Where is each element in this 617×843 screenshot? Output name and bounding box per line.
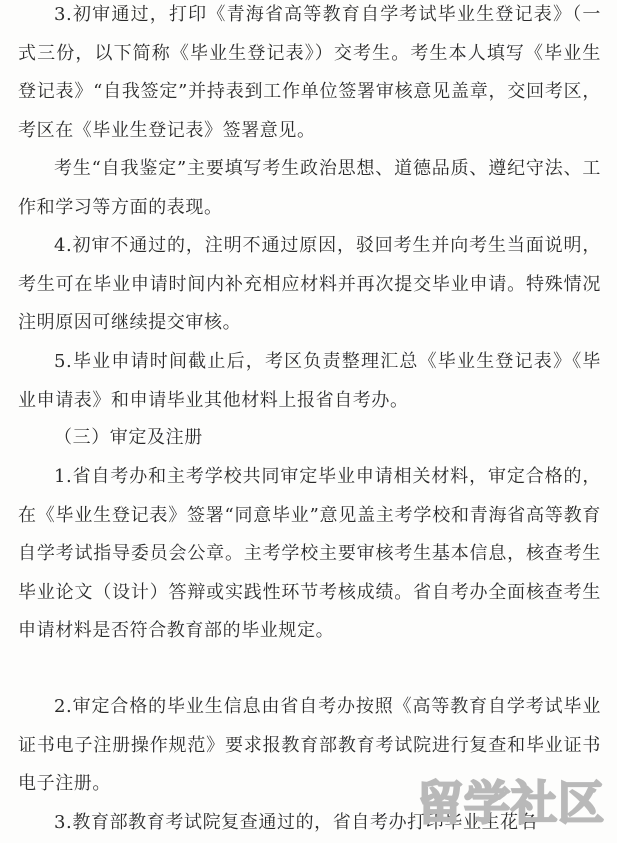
paragraph-joint-approval: 1.省自考办和主考学校共同审定毕业申请相关材料，审定合格的，在《毕业生登记表》签署“同意毕业”意见盖主考学校和青海省高等教育自学考试指导委员会公章。主考学校主要审核考生基本信息，核查考生毕业论文（设计）答辩或实践性环节考核成绩。省自考办全面核查考生申请材料是否符合教育部的毕业规定。 [18,466,601,642]
svg-text:留学社区: 留学社区 [417,776,605,829]
paragraph-initial-review-failed: 4.初审不通过的，注明不通过原因，驳回考生并向考生当面说明，考生可在毕业申请时间内补充相应材料并再次提交毕业申请。特殊情况注明原因可继续提交审核。 [18,235,601,334]
section-heading-approval-registration: （三）审定及注册 [54,427,203,448]
paragraph-self-assessment: 考生“自我鉴定”主要填写考生政治思想、道德品质、遵纪守法、工作和学习等方面的表现。 [18,158,601,218]
paragraph-initial-review-passed: 3.初审通过，打印《青海省高等教育自学考试毕业生登记表》（一式三份，以下简称《毕业生登记表》）交考生。考生本人填写《毕业生登记表》“自我签定”并持表到工作单位签署审核意见盖章，交回考区，考区在《毕业生登记表》签署意见。 [18,4,601,141]
paragraph-roster-printing: 3.教育部教育考试院复查通过的，省自考办打印毕业生花名 [54,812,538,833]
paragraph-electronic-registration: 2.审定合格的毕业生信息由省自考办按照《高等教育自学考试毕业证书电子注册操作规范》要求报教育部教育考试院进行复查和毕业证书电子注册。 [18,696,601,795]
paragraph-application-deadline: 5.毕业申请时间截止后，考区负责整理汇总《毕业生登记表》《毕业申请表》和申请毕业其他材料上报省自考办。 [18,351,601,411]
